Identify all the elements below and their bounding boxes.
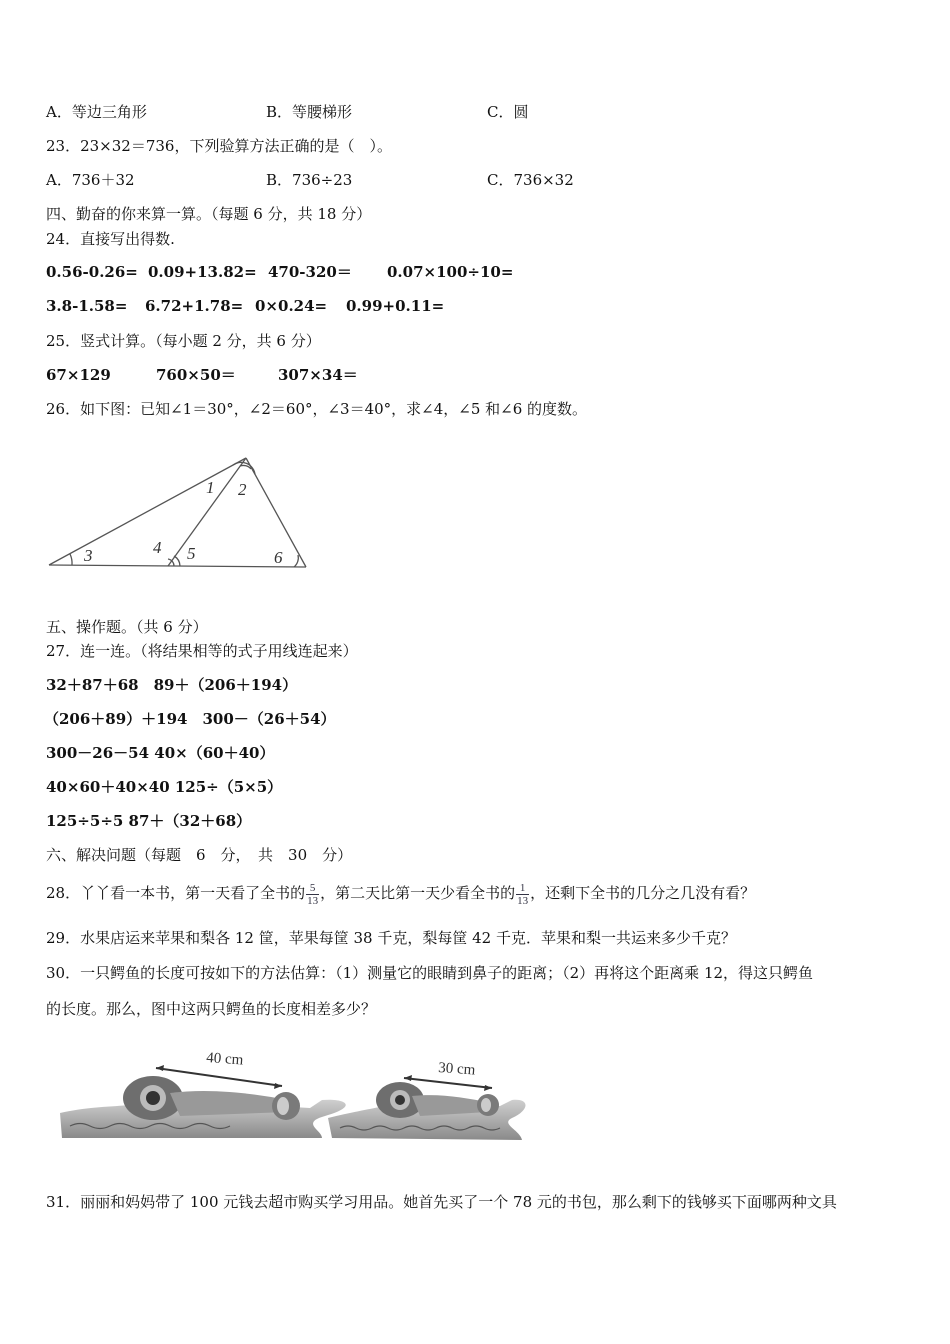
triangle-side-left [49,458,246,565]
q27-question: 27．连一连。（将结果相等的式子用线连起来） [46,642,358,660]
q23-option-c: C．736×32 [487,171,574,189]
q24-item: 3.8-1.58= [46,297,128,315]
q28-fraction-1-den: 13 [307,894,319,907]
q28-fraction-2-num: 1 [516,882,529,895]
q28-fraction-2-den: 13 [517,894,529,907]
q23-option-a: A．736＋32 [46,171,135,189]
q26-question: 26．如下图：已知∠1＝30°，∠2＝60°，∠3＝40°，求∠4，∠5 和∠6 的度数。 [46,400,588,418]
q28-text-1: 28．丫丫看一本书，第一天看了全书的 [46,884,306,902]
q27-row: 300－26－54 40×（60＋40） [46,744,275,762]
q27-row: （206＋89）＋194 300－（26＋54） [44,710,336,728]
crocodile-figure [60,1038,530,1148]
angle-arc-6 [294,555,298,567]
q24-item: 0.07×100÷10= [387,263,514,281]
q28-fraction-1-num: 5 [306,882,319,895]
q24-item: 0.56-0.26= [46,263,138,281]
q24-item: 470-320＝ [268,263,352,281]
q22-option-a: A．等边三角形 [46,103,147,121]
q30-line-2: 的长度。那么，图中这两只鳄鱼的长度相差多少？ [46,1000,377,1018]
croc2-label: 30 cm [437,1060,476,1079]
q24-item: 0.09+13.82= [148,263,257,281]
q27-row: 32＋87＋68 89＋（206＋194） [46,676,298,694]
angle-label-1: 1 [206,478,215,497]
q28-text-2: ，第二天比第一天少看全书的 [320,884,516,902]
triangle-base [49,565,306,567]
section6-title: 六、解决问题（每题 6 分， 共 30 分） [46,846,353,864]
q29-question: 29．水果店运来苹果和梨各 12 筐，苹果每筐 38 千克，梨每筐 42 千克．苹果和梨一共运来多少千克？ [46,929,736,947]
q25-question: 25．竖式计算。（每小题 2 分，共 6 分） [46,332,321,350]
q30-line-1: 30．一只鳄鱼的长度可按如下的方法估算：（1）测量它的眼睛到鼻子的距离；（2）再将这个距离乘 12，得这只鳄鱼 [46,964,814,982]
q24-item: 0.99+0.11= [346,297,445,315]
angle-arc-3 [70,554,72,565]
angle-label-3: 3 [84,546,93,565]
measure-line-small [404,1078,492,1088]
crocodile-small [328,1060,526,1140]
section4-title: 四、勤奋的你来算一算。（每题 6 分，共 18 分） [46,205,372,223]
angle-label-6: 6 [274,548,283,567]
angle-label-5: 5 [187,544,196,563]
q23-option-b: B．736÷23 [266,171,353,189]
q28-fraction-2 [516,882,529,907]
q24-question: 24．直接写出得数. [46,230,175,248]
q24-item: 0×0.24= [255,297,328,315]
triangle-figure [40,445,320,580]
q25-item: 67×129 [46,366,111,384]
triangle-inner-segment [168,458,246,566]
q28-question [46,876,755,910]
q25-item: 307×34＝ [278,366,358,384]
q22-option-c: C．圆 [487,103,529,121]
angle-label-4: 4 [153,538,162,557]
q31-question: 31．丽丽和妈妈带了 100 元钱去超市购买学习用品。她首先买了一个 78 元的书包，那么剩下的钱够买下面哪两种文具 [46,1193,837,1211]
q24-item: 6.72+1.78= [145,297,244,315]
q25-item: 760×50＝ [156,366,236,384]
q28-text-3: ，还剩下全书的几分之几没有看？ [530,884,756,902]
q27-row: 125÷5÷5 87＋（32＋68） [46,812,252,830]
angle-label-2: 2 [238,480,247,499]
q22-option-b: B．等腰梯形 [266,103,353,121]
croc1-label: 40 cm [205,1050,244,1069]
angle-arc-top-inner [240,465,251,469]
q28-fraction-1 [306,882,319,907]
q27-row: 40×60＋40×40 125÷（5×5） [46,778,283,796]
crocodile-large [60,1050,346,1138]
section5-title: 五、操作题。（共 6 分） [46,618,208,636]
q23-question: 23．23×32＝736，下列验算方法正确的是（ ）。 [46,137,392,155]
